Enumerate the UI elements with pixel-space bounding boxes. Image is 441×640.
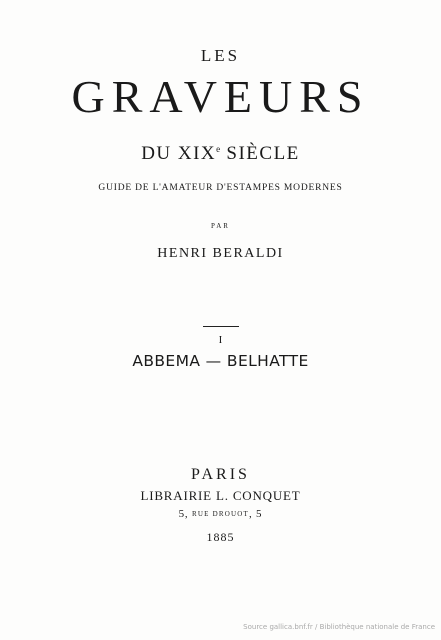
address-suffix: , 5 — [248, 508, 263, 520]
century-line — [0, 143, 441, 165]
address-street: RUE DROUOT — [192, 510, 249, 518]
author-name: HENRI BERALDI — [157, 246, 284, 261]
main-title: GRAVEURS — [71, 71, 370, 122]
address-number: 5, — [178, 508, 193, 520]
century-suffix: SIÈCLE — [220, 143, 300, 164]
volume-number: I — [218, 334, 223, 346]
publisher-name: LIBRAIRIE L. CONQUET — [140, 488, 301, 503]
century-prefix: DU XIX — [141, 143, 217, 164]
volume-divider — [203, 326, 239, 327]
publication-city: PARIS — [191, 466, 250, 483]
publication-year: 1885 — [206, 530, 235, 544]
volume-title: ABBEMA — BELHATTE — [132, 352, 309, 370]
subtitle: GUIDE DE L'AMATEUR D'ESTAMPES MODERNES — [98, 183, 343, 193]
century-superscript: e — [216, 144, 221, 154]
publisher-address — [0, 508, 441, 520]
title-article: LES — [200, 46, 241, 65]
source-credit: Source gallica.bnf.fr / Bibliothèque nationale de France — [243, 623, 435, 631]
by-label: PAR — [211, 222, 230, 230]
